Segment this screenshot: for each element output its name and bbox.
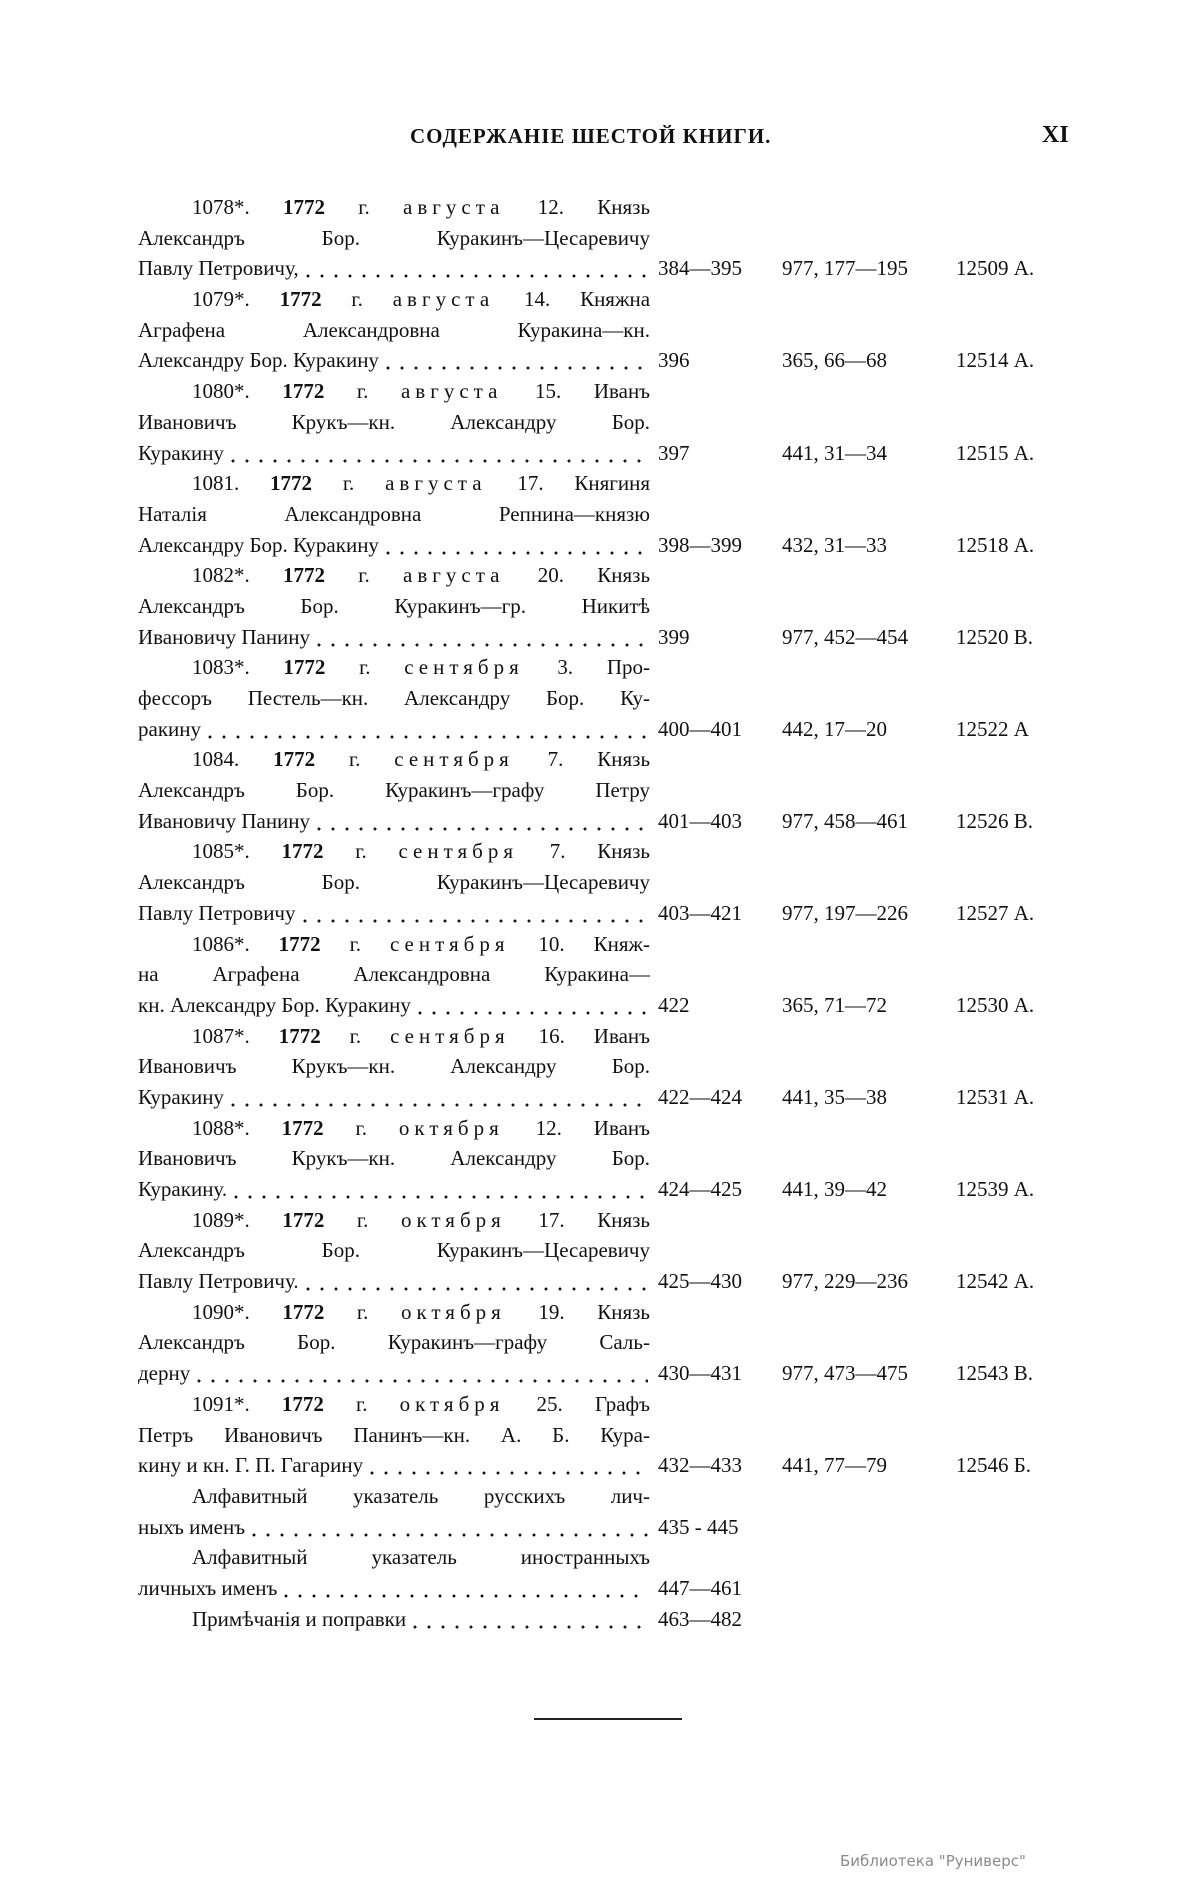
entry-line xyxy=(138,867,1078,898)
toc-index-entry xyxy=(138,1604,1078,1635)
entry-day-and-title: 20. Князь xyxy=(537,563,651,588)
entry-line xyxy=(138,1235,1078,1266)
entry-line xyxy=(138,1143,1078,1174)
entry-line xyxy=(138,1051,1078,1082)
entry-line xyxy=(138,683,1078,714)
entry-heading: Алфавитный указатель иностранныхъ xyxy=(192,1545,650,1570)
entry-year: 1772 xyxy=(281,1391,324,1416)
entry-heading-line xyxy=(138,744,1078,775)
page-number: XI xyxy=(1042,122,1069,148)
entry-text xyxy=(138,253,650,284)
entry-heading-line xyxy=(138,929,1078,960)
dot-leader xyxy=(279,1573,648,1604)
entry-month: октября xyxy=(400,1207,506,1232)
entry-heading xyxy=(192,1021,650,1052)
entry-text xyxy=(138,1358,650,1389)
toc-entry xyxy=(138,836,1078,928)
table-of-contents xyxy=(138,192,1078,1634)
entry-text: Александръ Бор. Куракинъ—графу Саль- xyxy=(138,1330,650,1355)
entry-text: фессоръ Пестель—кн. Александру Бор. Ку- xyxy=(138,686,650,710)
entry-heading-line xyxy=(138,1297,1078,1328)
toc-index-entry xyxy=(138,1481,1078,1542)
entry-text-end: Ивановичу Панину xyxy=(138,624,311,649)
entry-heading xyxy=(192,652,650,683)
year-abbrev: г. xyxy=(358,563,370,588)
year-abbrev: г. xyxy=(358,195,370,219)
entry-month: августа xyxy=(403,563,505,588)
entry-month: октября xyxy=(400,1299,506,1324)
page-range: 447—461 xyxy=(658,1575,742,1600)
entry-line xyxy=(138,775,1078,806)
entry-day-and-title: 17. Княгиня xyxy=(517,471,650,496)
entry-heading-line xyxy=(138,1205,1078,1236)
entry-month: октября xyxy=(398,1115,504,1140)
entry-last-line xyxy=(138,438,1078,469)
year-abbrev: г. xyxy=(355,1115,368,1140)
entry-number: 1080*. xyxy=(192,379,250,404)
entry-last-line xyxy=(138,1604,1078,1635)
entry-text: Петръ Ивановичъ Панинъ—кн. А. Б. Кура- xyxy=(138,1422,650,1447)
dot-leader xyxy=(301,1266,648,1297)
entry-day-and-title: 15. Иванъ xyxy=(535,379,651,404)
page-range: 400—401 xyxy=(658,716,742,741)
entry-year: 1772 xyxy=(281,839,324,864)
year-abbrev: г. xyxy=(349,1023,362,1048)
toc-entry xyxy=(138,1021,1078,1113)
entry-day-and-title: 7. Князь xyxy=(549,839,650,864)
entry-month: сентября xyxy=(394,747,514,772)
catalog-code: 12542 А. xyxy=(956,1269,1035,1294)
entry-text-end: ракину xyxy=(138,716,201,741)
entry-text xyxy=(138,438,650,469)
dot-leader xyxy=(365,1450,648,1481)
entry-year: 1772 xyxy=(282,1207,325,1232)
entry-line xyxy=(138,315,1078,346)
entry-text xyxy=(138,1450,650,1481)
entry-text: Аграфена Александровна Куракина—кн. xyxy=(138,317,650,342)
page-range: 424—425 xyxy=(658,1177,742,1201)
entry-text-end: Куракину xyxy=(138,1084,224,1109)
entry-last-line xyxy=(138,806,1078,837)
entry-last-line xyxy=(138,714,1078,745)
entry-text xyxy=(138,1573,650,1604)
entry-heading-line xyxy=(138,1113,1078,1144)
entry-heading: Алфавитный указатель русскихъ лич- xyxy=(192,1483,650,1508)
entry-last-line xyxy=(138,1358,1078,1389)
entry-last-line xyxy=(138,1450,1078,1481)
catalog-code: 12520 В. xyxy=(956,624,1034,649)
entry-number: 1082*. xyxy=(192,563,250,588)
entry-heading xyxy=(192,744,650,775)
entry-last-line xyxy=(138,1174,1078,1205)
entry-heading xyxy=(192,468,650,499)
entry-year: 1772 xyxy=(282,379,325,404)
toc-entry xyxy=(138,652,1078,744)
entry-day-and-title: 12. Иванъ xyxy=(535,1115,651,1140)
entry-year: 1772 xyxy=(279,287,322,312)
entry-last-line xyxy=(138,530,1078,561)
entry-heading-line xyxy=(138,1021,1078,1052)
toc-entry xyxy=(138,1297,1078,1389)
entry-year: 1772 xyxy=(282,1299,325,1324)
toc-entry xyxy=(138,1205,1078,1297)
archive-reference: 441, 35—38 xyxy=(782,1084,887,1109)
entry-number: 1084. xyxy=(192,747,240,772)
page-range: 425—430 xyxy=(658,1269,742,1294)
catalog-code: 12509 А. xyxy=(956,256,1035,281)
entry-text-end: Павлу Петровичу, xyxy=(138,256,299,281)
archive-reference: 432, 31—33 xyxy=(782,532,887,557)
entry-text-end: Павлу Петровичу. xyxy=(138,1269,299,1294)
entry-year: 1772 xyxy=(273,747,316,772)
entry-heading-line xyxy=(138,1389,1078,1420)
archive-reference: 442, 17—20 xyxy=(782,716,887,741)
entry-month: августа xyxy=(392,287,495,312)
entry-number: 1087*. xyxy=(192,1023,250,1048)
entry-text-end: дерну xyxy=(138,1361,191,1386)
dot-leader xyxy=(312,622,648,653)
entry-text: Ивановичъ Крукъ—кн. Александру Бор. xyxy=(138,409,650,434)
dot-leader xyxy=(413,990,648,1021)
entry-text-end: Павлу Петровичу xyxy=(138,900,296,925)
page-range: 397 xyxy=(658,440,690,465)
entry-text-end: Куракину. xyxy=(138,1177,228,1201)
catalog-code: 12531 А. xyxy=(956,1084,1035,1109)
entry-heading xyxy=(192,1297,650,1328)
entry-text xyxy=(138,530,650,561)
page-range: 398—399 xyxy=(658,532,742,557)
catalog-code: 12515 А. xyxy=(956,440,1035,465)
entry-last-line xyxy=(138,345,1078,376)
page-range: 432—433 xyxy=(658,1453,742,1478)
entry-heading xyxy=(192,1389,650,1420)
entry-last-line xyxy=(138,1082,1078,1113)
entry-year: 1772 xyxy=(283,563,326,588)
dot-leader xyxy=(226,1082,648,1113)
entry-text: Ивановичъ Крукъ—кн. Александру Бор. xyxy=(138,1146,650,1171)
entry-heading xyxy=(192,1205,650,1236)
library-watermark: Библиотека "Руниверс" xyxy=(840,1852,1026,1870)
entry-line xyxy=(138,591,1078,622)
entry-number: 1088*. xyxy=(192,1115,250,1140)
entry-text xyxy=(192,1604,650,1635)
entry-text-end: Примѣчанія и поправки xyxy=(192,1606,407,1631)
archive-reference: 977, 197—226 xyxy=(782,900,908,925)
entry-last-line xyxy=(138,1266,1078,1297)
toc-entry xyxy=(138,1389,1078,1481)
toc-entry xyxy=(138,376,1078,468)
entry-text xyxy=(138,1512,650,1543)
entry-last-line xyxy=(138,253,1078,284)
entry-year: 1772 xyxy=(278,1023,321,1048)
entry-line xyxy=(138,499,1078,530)
archive-reference: 441, 39—42 xyxy=(782,1177,887,1201)
archive-reference: 977, 458—461 xyxy=(782,808,908,833)
entry-text xyxy=(138,990,650,1021)
archive-reference: 977, 452—454 xyxy=(782,624,908,649)
toc-index-entry xyxy=(138,1542,1078,1603)
entry-number: 1078*. xyxy=(192,195,250,219)
dot-leader xyxy=(301,253,648,284)
entry-heading-line xyxy=(138,652,1078,683)
catalog-code: 12514 А. xyxy=(956,348,1035,373)
entry-text xyxy=(138,1174,650,1205)
entry-text: Александръ Бор. Куракинъ—графу Петру xyxy=(138,778,650,803)
entry-heading-line xyxy=(138,376,1078,407)
entry-text-end: ныхъ именъ xyxy=(138,1514,246,1539)
entry-text xyxy=(138,898,650,929)
dot-leader xyxy=(203,714,648,745)
entry-year: 1772 xyxy=(281,1115,324,1140)
archive-reference: 977, 177—195 xyxy=(782,256,908,281)
page-range: 403—421 xyxy=(658,900,742,925)
entry-heading-line xyxy=(138,468,1078,499)
entry-heading xyxy=(192,560,650,591)
catalog-code: 12530 А. xyxy=(956,992,1035,1017)
dot-leader xyxy=(381,530,648,561)
entry-year: 1772 xyxy=(270,471,313,496)
catalog-code: 12526 В. xyxy=(956,808,1034,833)
page-range: 384—395 xyxy=(658,256,742,281)
page-range: 396 xyxy=(658,348,690,373)
year-abbrev: г. xyxy=(351,287,363,312)
archive-reference: 977, 229—236 xyxy=(782,1269,908,1294)
entry-text: на Аграфена Александровна Куракина— xyxy=(138,962,650,987)
entry-day-and-title: 14. Княжна xyxy=(524,287,651,312)
catalog-code: 12527 А. xyxy=(956,900,1035,925)
page-range: 399 xyxy=(658,624,690,649)
dot-leader xyxy=(312,806,648,837)
catalog-code: 12518 А. xyxy=(956,532,1035,557)
entry-month: августа xyxy=(403,195,505,219)
page-range: 422 xyxy=(658,992,690,1017)
entry-text: Александръ Бор. Куракинъ—Цесаревичу xyxy=(138,1238,650,1263)
end-rule xyxy=(534,1718,682,1720)
dot-leader xyxy=(381,345,648,376)
entry-month: августа xyxy=(385,471,487,496)
entry-day-and-title: 10. Княж- xyxy=(538,931,650,956)
year-abbrev: г. xyxy=(359,655,371,680)
toc-entry xyxy=(138,468,1078,560)
entry-text: Ивановичъ Крукъ—кн. Александру Бор. xyxy=(138,1054,650,1079)
dot-leader xyxy=(192,1358,648,1389)
year-abbrev: г. xyxy=(349,931,362,956)
entry-text xyxy=(138,1082,650,1113)
entry-year: 1772 xyxy=(283,655,326,680)
running-header: СОДЕРЖАНІЕ ШЕСТОЙ КНИГИ. xyxy=(410,124,772,148)
archive-reference: 365, 71—72 xyxy=(782,992,887,1017)
dot-leader xyxy=(298,898,649,929)
entry-last-line xyxy=(138,990,1078,1021)
archive-reference: 441, 31—34 xyxy=(782,440,887,465)
entry-heading-line xyxy=(138,1481,1078,1512)
entry-heading-line xyxy=(138,560,1078,591)
dot-leader xyxy=(408,1604,648,1635)
entry-line xyxy=(138,223,1078,254)
entry-day-and-title: 12. Князь xyxy=(537,195,651,219)
entry-line xyxy=(138,1327,1078,1358)
entry-number: 1083*. xyxy=(192,655,250,680)
catalog-code: 12539 А. xyxy=(956,1177,1035,1201)
entry-heading-line xyxy=(138,284,1078,315)
entry-number: 1089*. xyxy=(192,1207,250,1232)
entry-text-end: Александру Бор. Куракину xyxy=(138,532,379,557)
entry-text-end: Александру Бор. Куракину xyxy=(138,348,379,373)
entry-day-and-title: 16. Иванъ xyxy=(538,1023,651,1048)
page-range: 401—403 xyxy=(658,808,742,833)
page-range: 430—431 xyxy=(658,1361,742,1386)
entry-day-and-title: 25. Графъ xyxy=(536,1391,650,1416)
dot-leader xyxy=(229,1174,648,1205)
page-range: 463—482 xyxy=(658,1606,742,1631)
entry-day-and-title: 3. Про- xyxy=(557,655,650,680)
entry-day-and-title: 7. Князь xyxy=(547,747,651,772)
entry-text xyxy=(138,714,650,745)
entry-number: 1081. xyxy=(192,471,240,496)
entry-text: Александръ Бор. Куракинъ—Цесаревичу xyxy=(138,225,650,250)
entry-month: сентября xyxy=(390,1023,510,1048)
page-range: 422—424 xyxy=(658,1084,742,1109)
catalog-code: 12543 В. xyxy=(956,1361,1034,1386)
entry-text xyxy=(138,345,650,376)
entry-text-end: Ивановичу Панину xyxy=(138,808,311,833)
toc-entry xyxy=(138,929,1078,1021)
entry-heading xyxy=(192,376,650,407)
catalog-code: 12522 А xyxy=(956,716,1029,741)
year-abbrev: г. xyxy=(356,379,369,404)
dot-leader xyxy=(247,1512,648,1543)
toc-entry xyxy=(138,560,1078,652)
catalog-code: 12546 Б. xyxy=(956,1453,1032,1478)
entry-number: 1091*. xyxy=(192,1391,250,1416)
entry-number: 1085*. xyxy=(192,839,250,864)
entry-text-end: кину и кн. Г. П. Гагарину xyxy=(138,1453,364,1478)
entry-month: октября xyxy=(399,1391,505,1416)
entry-heading xyxy=(192,929,650,960)
entry-day-and-title: 17. Князь xyxy=(538,1207,651,1232)
entry-month: августа xyxy=(400,379,503,404)
entry-number: 1086*. xyxy=(192,931,250,956)
archive-reference: 977, 473—475 xyxy=(782,1361,908,1386)
entry-last-line xyxy=(138,898,1078,929)
entry-heading xyxy=(192,836,650,867)
entry-text xyxy=(138,1266,650,1297)
toc-entry xyxy=(138,744,1078,836)
entry-line xyxy=(138,959,1078,990)
entry-text: Александръ Бор. Куракинъ—гр. Никитѣ xyxy=(138,593,650,618)
entry-month: сентября xyxy=(404,655,524,680)
entry-number: 1090*. xyxy=(192,1299,250,1324)
archive-reference: 441, 77—79 xyxy=(782,1453,887,1478)
entry-text: Александръ Бор. Куракинъ—Цесаревичу xyxy=(138,870,650,895)
entry-month: сентября xyxy=(389,931,510,956)
entry-last-line xyxy=(138,622,1078,653)
archive-reference: 365, 66—68 xyxy=(782,348,887,373)
toc-entry xyxy=(138,192,1078,284)
entry-last-line xyxy=(138,1512,1078,1543)
entry-month: сентября xyxy=(398,839,518,864)
entry-heading-line xyxy=(138,1542,1078,1573)
entry-year: 1772 xyxy=(283,195,326,219)
entry-number: 1079*. xyxy=(192,287,250,312)
entry-last-line xyxy=(138,1573,1078,1604)
entry-heading xyxy=(192,192,650,223)
year-abbrev: г. xyxy=(355,839,367,864)
entry-line xyxy=(138,407,1078,438)
entry-heading-line xyxy=(138,192,1078,223)
entry-text-end: кн. Александру Бор. Куракину xyxy=(138,992,411,1017)
entry-heading-line xyxy=(138,836,1078,867)
year-abbrev: г. xyxy=(356,1299,369,1324)
entry-heading xyxy=(192,284,650,315)
year-abbrev: г. xyxy=(348,747,361,772)
entry-text: Наталія Александровна Репнина—князю xyxy=(138,501,650,526)
entry-year: 1772 xyxy=(278,931,321,956)
year-abbrev: г. xyxy=(342,471,355,496)
entry-heading xyxy=(192,1113,650,1144)
page-range: 435 - 445 xyxy=(658,1514,739,1539)
toc-entry xyxy=(138,284,1078,376)
entry-text-end: Куракину xyxy=(138,440,224,465)
year-abbrev: г. xyxy=(355,1391,368,1416)
entry-text xyxy=(138,622,650,653)
year-abbrev: г. xyxy=(356,1207,369,1232)
entry-text-end: личныхъ именъ xyxy=(138,1575,278,1600)
entry-line xyxy=(138,1420,1078,1451)
entry-day-and-title: 19. Князь xyxy=(538,1299,651,1324)
toc-entry xyxy=(138,1113,1078,1205)
dot-leader xyxy=(226,438,648,469)
entry-text xyxy=(138,806,650,837)
